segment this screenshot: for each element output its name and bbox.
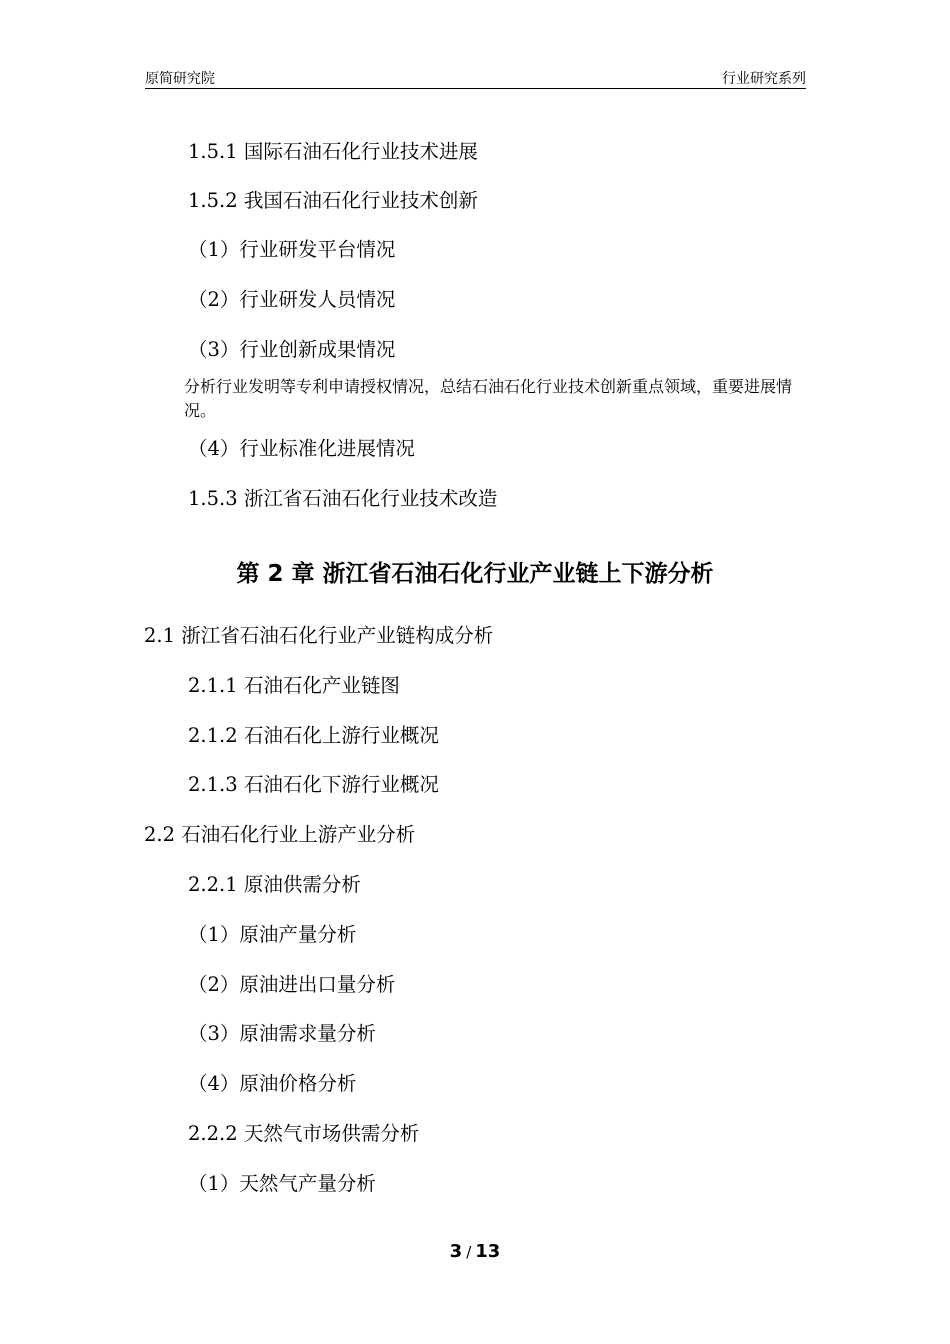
paragraph-text: 分析行业发明等专利申请授权情况，总结石油石化行业技术创新重点领域，重要进展情况。	[184, 377, 793, 420]
total-pages: 13	[475, 1241, 501, 1262]
page-header	[145, 66, 806, 89]
toc-entry-2-2-1: 2.2.1 原油供需分析	[188, 873, 361, 896]
toc-entry-2-2-1-4: （4）原油价格分析	[188, 1072, 357, 1095]
page-number	[0, 1241, 950, 1262]
toc-entry-2-2-1-3: （3）原油需求量分析	[188, 1022, 376, 1045]
toc-entry-1-5-2-3: （3）行业创新成果情况	[188, 338, 396, 361]
header-series: 行业研究系列	[722, 71, 806, 87]
toc-entry-1-5-1: 1.5.1 国际石油石化行业技术进展	[188, 140, 478, 163]
toc-entry-2-2: 2.2 石油石化行业上游产业分析	[144, 823, 416, 846]
current-page: 3	[449, 1241, 463, 1262]
page-separator: /	[466, 1243, 472, 1261]
header-organization: 原简研究院	[145, 71, 215, 87]
toc-entry-1-5-2-4: （4）行业标准化进展情况	[188, 437, 415, 460]
toc-entry-2-1: 2.1 浙江省石油石化行业产业链构成分析	[144, 624, 494, 647]
toc-entry-2-1-2: 2.1.2 石油石化上游行业概况	[188, 724, 439, 747]
toc-entry-2-2-2-1: （1）天然气产量分析	[188, 1172, 376, 1195]
toc-entry-1-5-2: 1.5.2 我国石油石化行业技术创新	[188, 189, 478, 212]
toc-entry-1-5-3: 1.5.3 浙江省石油石化行业技术改造	[188, 487, 498, 510]
toc-entry-2-2-2: 2.2.2 天然气市场供需分析	[188, 1122, 420, 1145]
description-paragraph	[145, 375, 810, 423]
toc-entry-2-1-3: 2.1.3 石油石化下游行业概况	[188, 773, 439, 796]
toc-entry-2-2-1-1: （1）原油产量分析	[188, 923, 357, 946]
toc-entry-1-5-2-2: （2）行业研发人员情况	[188, 288, 396, 311]
chapter-heading: 第 2 章 浙江省石油石化行业产业链上下游分析	[236, 561, 714, 587]
toc-entry-2-2-1-2: （2）原油进出口量分析	[188, 973, 396, 996]
toc-entry-1-5-2-1: （1）行业研发平台情况	[188, 238, 396, 261]
toc-entry-2-1-1: 2.1.1 石油石化产业链图	[188, 674, 400, 697]
